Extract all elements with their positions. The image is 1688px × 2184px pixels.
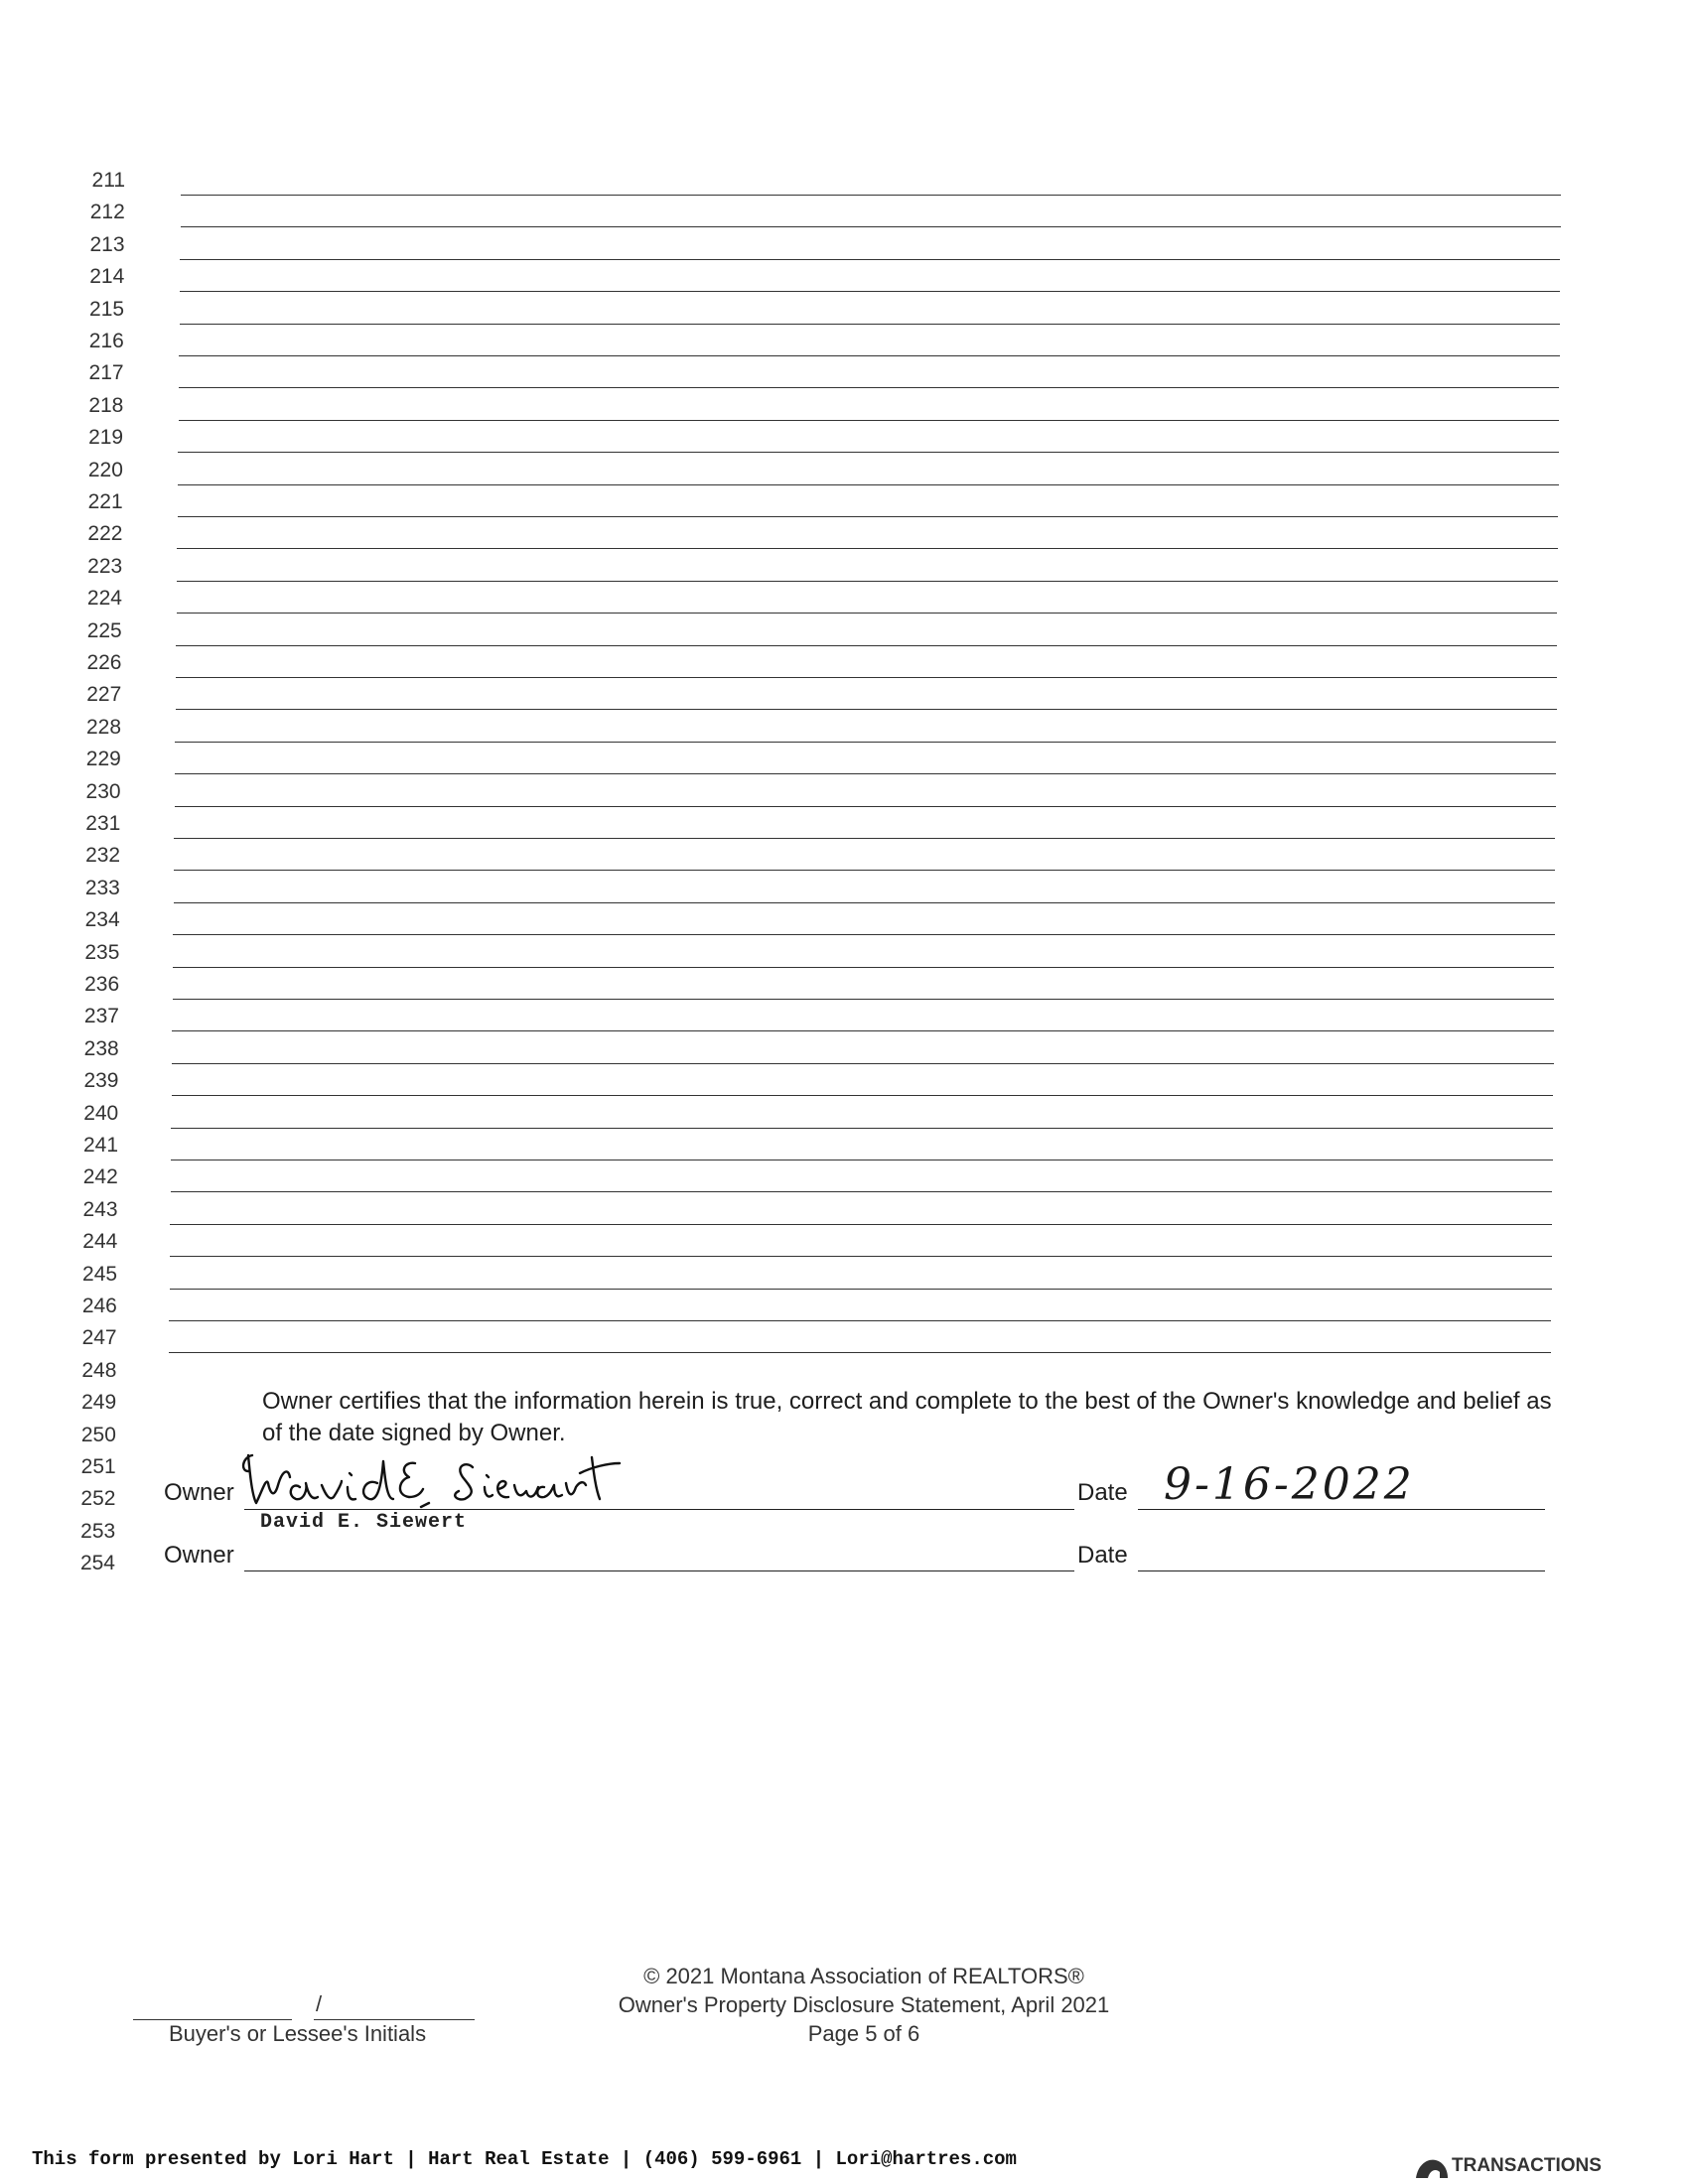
- line-number: 214: [89, 265, 125, 289]
- line-number: 254: [79, 1552, 115, 1575]
- line-number: 228: [85, 715, 122, 739]
- writing-line[interactable]: [176, 677, 1557, 678]
- writing-line[interactable]: [176, 645, 1557, 646]
- copyright-text: © 2021 Montana Association of REALTORS®: [643, 1964, 1084, 1988]
- owner-signature-date: 9-16-2022: [1164, 1459, 1415, 1510]
- line-number: 215: [89, 297, 125, 321]
- date-label-2: Date: [1077, 1542, 1128, 1569]
- writing-line[interactable]: [177, 548, 1558, 549]
- line-number: 238: [83, 1036, 119, 1060]
- writing-line[interactable]: [173, 999, 1554, 1000]
- owner-label-1: Owner: [164, 1479, 234, 1506]
- line-number: 235: [84, 940, 120, 964]
- line-number: 251: [80, 1455, 116, 1478]
- writing-line[interactable]: [173, 934, 1554, 935]
- writing-line[interactable]: [179, 420, 1559, 421]
- line-number: 219: [88, 426, 124, 450]
- transactions-logo-icon: [1414, 2154, 1450, 2180]
- form-footer: [556, 1962, 1172, 2048]
- line-number: 252: [80, 1487, 116, 1511]
- writing-line[interactable]: [173, 967, 1554, 968]
- writing-line[interactable]: [179, 387, 1559, 388]
- line-number: 249: [81, 1391, 117, 1415]
- writing-line[interactable]: [174, 838, 1555, 839]
- buyer-initials-line-2[interactable]: [314, 2019, 475, 2020]
- writing-line[interactable]: [181, 195, 1561, 196]
- writing-line[interactable]: [169, 1320, 1551, 1321]
- page-number: Page 5 of 6: [807, 2021, 920, 2046]
- line-number: 227: [86, 683, 122, 707]
- line-number: 222: [87, 522, 123, 546]
- line-number: 226: [86, 651, 122, 674]
- writing-line[interactable]: [181, 226, 1561, 227]
- line-number: 233: [84, 876, 120, 899]
- writing-line[interactable]: [170, 1256, 1552, 1257]
- line-number: 246: [81, 1295, 117, 1317]
- line-number: 230: [85, 779, 121, 803]
- writing-line[interactable]: [175, 742, 1556, 743]
- writing-line[interactable]: [179, 355, 1559, 356]
- line-number: 250: [80, 1423, 116, 1446]
- writing-line[interactable]: [175, 806, 1556, 807]
- line-number: 211: [91, 169, 125, 192]
- line-number: 243: [82, 1197, 118, 1221]
- writing-line[interactable]: [172, 1030, 1553, 1031]
- writing-line[interactable]: [177, 581, 1558, 582]
- line-number: 218: [88, 393, 124, 417]
- line-number: 242: [82, 1165, 118, 1189]
- writing-line[interactable]: [174, 902, 1555, 903]
- writing-line[interactable]: [171, 1128, 1553, 1129]
- line-number: 217: [88, 361, 124, 385]
- buyer-initials-line-1[interactable]: [133, 2019, 292, 2020]
- line-number: 239: [83, 1069, 119, 1093]
- owner-signature-line-2[interactable]: [244, 1570, 1074, 1571]
- line-number: 213: [89, 232, 125, 256]
- writing-line[interactable]: [172, 1063, 1554, 1064]
- initials-separator: /: [316, 1991, 323, 2016]
- owner-typed-name: David E. Siewert: [260, 1511, 468, 1534]
- date-label-1: Date: [1077, 1479, 1128, 1506]
- owner-label-2: Owner: [164, 1542, 234, 1569]
- line-number: 253: [80, 1519, 116, 1543]
- writing-line[interactable]: [178, 516, 1559, 517]
- line-number: 248: [81, 1358, 117, 1382]
- writing-line[interactable]: [178, 452, 1558, 453]
- line-number: 216: [88, 330, 124, 352]
- writing-line[interactable]: [169, 1352, 1551, 1353]
- line-number: 245: [82, 1262, 118, 1286]
- line-number: 212: [89, 201, 125, 224]
- date-line-2[interactable]: [1138, 1570, 1545, 1571]
- owner-certification-text: Owner certifies that the information herein is true, correct and complete to the best of the Owner's knowledge and belief as of the date signed by Owner.: [262, 1388, 1552, 1446]
- line-number: 220: [87, 458, 123, 481]
- writing-line[interactable]: [178, 484, 1559, 485]
- writing-line[interactable]: [172, 1095, 1554, 1096]
- writing-line[interactable]: [174, 870, 1555, 871]
- line-number: 229: [85, 748, 121, 771]
- form-name-text: Owner's Property Disclosure Statement, April 2021: [618, 1992, 1110, 2017]
- writing-line[interactable]: [175, 773, 1556, 774]
- line-number: 225: [86, 618, 122, 642]
- presented-by-text: This form presented by Lori Hart | Hart Real Estate | (406) 599-6961 | Lori@hartres.com: [32, 2148, 1017, 2170]
- line-number: 221: [87, 490, 123, 513]
- writing-line[interactable]: [171, 1191, 1553, 1192]
- line-number: 241: [82, 1134, 119, 1157]
- line-number: 236: [84, 973, 120, 996]
- writing-line[interactable]: [176, 709, 1557, 710]
- writing-line[interactable]: [170, 1224, 1552, 1225]
- line-number: 232: [85, 844, 121, 868]
- writing-line[interactable]: [180, 324, 1560, 325]
- writing-line[interactable]: [177, 613, 1558, 614]
- buyer-initials-label: Buyer's or Lessee's Initials: [169, 2021, 427, 2046]
- line-number: 244: [82, 1230, 118, 1254]
- writing-line[interactable]: [180, 259, 1560, 260]
- line-number: 247: [81, 1326, 117, 1350]
- writing-line[interactable]: [170, 1289, 1552, 1290]
- line-number: 223: [87, 554, 123, 578]
- line-number: 234: [84, 908, 120, 932]
- line-number: 231: [85, 812, 121, 835]
- owner-signature: [238, 1437, 655, 1517]
- line-number: 240: [83, 1101, 119, 1125]
- line-number: 237: [83, 1005, 119, 1028]
- line-number: 224: [86, 587, 122, 611]
- transactions-logo-text: TRANSACTIONS: [1452, 2155, 1602, 2176]
- writing-line[interactable]: [180, 291, 1560, 292]
